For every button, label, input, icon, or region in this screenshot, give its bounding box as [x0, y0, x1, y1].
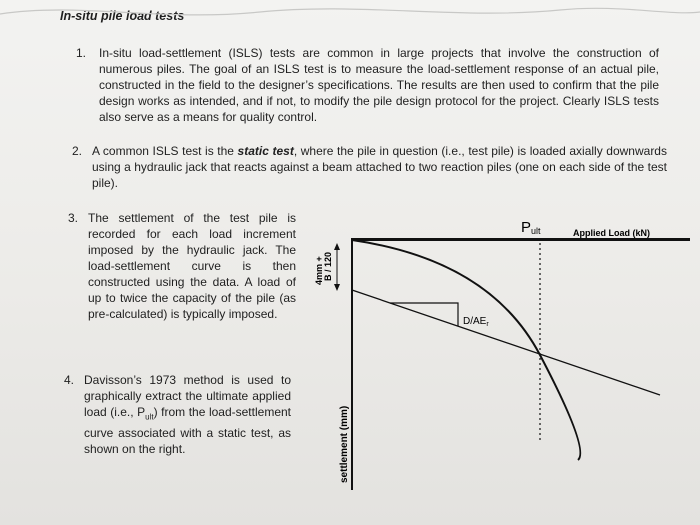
load-settlement-curve	[352, 240, 580, 460]
list-item-text: A common ISLS test is the static test, where the pile in question (i.e., test pile) is loaded axially downwards using a hydraulic jack that reacts against a beam attached to two reaction piles (one on each side of the test pile).	[92, 144, 667, 190]
p-ult-label: Pult	[521, 219, 541, 236]
slope-label: $D/AE_r$	[463, 316, 489, 328]
paper-edge	[0, 8, 700, 15]
list-item-number: 4.	[64, 373, 75, 387]
list-item-text: Davisson’s 1973 method is used to graphically extract the ultimate applied load (i.e., $P_{ult}$) from the load-settlement curve associated with a static test, as shown on the right.	[84, 373, 291, 457]
offset-label-bottom: B / 120	[323, 251, 333, 281]
arrow-down-icon	[334, 284, 340, 291]
list-item-number: 2.	[72, 144, 83, 158]
list-item-text: In-situ load-settlement (ISLS) tests are common in large projects that involve the construction of numerous piles. The goal of an ISLS test is to measure the load-settlement response of an actual pile, constructed in the field to the designer’s specifications. The results are then used to confirm that the pile design works as intended, and if not, to modify the pile design protocol for the project. Clearly ISLS tests also serve as a means for quality control.	[99, 46, 659, 124]
list-item-text: The settlement of the test pile is recorded for each load increment imposed by the hydraulic jack. The load-settlement curve is then constructed using the data. A load of up to twice the capacity of the pile (as pre-calculated) is typically imposed.	[88, 211, 296, 321]
list-item-number: 1.	[76, 46, 87, 60]
page-title: In-situ pile load tests	[60, 9, 185, 23]
x-axis-label: Applied Load (kN)	[573, 228, 650, 238]
y-axis-label: settlement (mm)	[339, 405, 350, 483]
offset-label-top: 4mm +	[314, 256, 324, 285]
arrow-up-icon	[334, 243, 340, 250]
emphasis-static-test: static test	[237, 144, 294, 158]
list-item-number: 3.	[68, 211, 79, 225]
offset-line	[352, 290, 660, 395]
